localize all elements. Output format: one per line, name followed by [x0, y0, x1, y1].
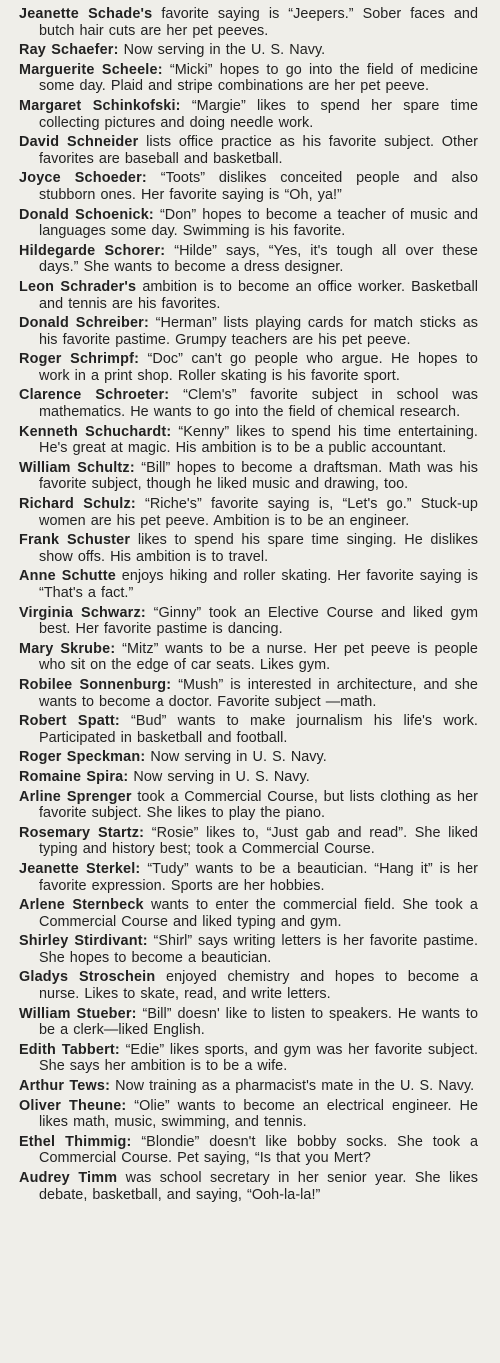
student-name: Joyce Schoeder: — [19, 170, 147, 187]
student-name: Anne Schutte — [19, 568, 116, 585]
student-description: took a Commercial Course, but lists clothing as her favorite subject. She likes to play the piano. — [39, 788, 478, 822]
student-name: Romaine Spira: — [19, 768, 129, 785]
student-name: William Schultz: — [19, 459, 135, 476]
senior-entry — [19, 789, 478, 822]
student-description: “Margie” likes to spend her spare time collecting pictures and doing needle work. — [39, 97, 478, 131]
student-description: likes to spend his spare time singing. He dislikes show offs. His ambition is to travel. — [39, 532, 478, 565]
student-name: Arthur Tews: — [19, 1078, 111, 1095]
student-name: William Stueber: — [19, 1005, 137, 1022]
student-name: Mary Skrube: — [19, 640, 116, 657]
student-name: Edith Tabbert: — [19, 1041, 120, 1058]
student-description: “Mitz” wants to be a nurse. Her pet peeve is people who sit on the edge of car seats. Likes gym. — [39, 640, 478, 674]
student-description: “Doc” can't go people who argue. He hopes to work in a print shop. Roller skating is his favorite sport. — [39, 351, 478, 384]
senior-entry — [19, 351, 478, 384]
student-name: Jeanette Schade's — [19, 6, 153, 22]
student-name: Richard Schulz: — [19, 496, 136, 513]
student-description: enjoys hiking and roller skating. Her favorite saying is “That's a fact.” — [39, 568, 478, 601]
student-description: “Blondie” doesn't like bobby socks. She took a Commercial Course. Pet saying, “Is that you Mert? — [39, 1133, 478, 1167]
student-description: “Micki” hopes to go into the field of medicine some day. Plaid and stripe combinations are her pet peeve. — [39, 61, 479, 95]
senior-entry — [19, 170, 478, 203]
student-name: Robilee Sonnenburg: — [19, 676, 172, 693]
student-name: Jeanette Sterkel: — [19, 860, 141, 877]
student-description: “Toots” dislikes conceited people and also stubborn ones. Her favorite saying is “Oh, ya!” — [39, 170, 478, 203]
student-name: Hildegarde Schorer: — [19, 242, 166, 259]
student-name: Roger Schrimpf: — [19, 351, 140, 368]
student-description: “Kenny” likes to spend his time entertaining. He's great at magic. His ambition is to be a public accountant. — [39, 423, 478, 457]
senior-entry — [19, 825, 478, 858]
student-name: Robert Spatt: — [19, 713, 120, 730]
student-name: Rosemary Startz: — [19, 824, 145, 841]
senior-entry — [19, 1006, 478, 1039]
student-name: Audrey Timm — [19, 1170, 118, 1186]
student-description: “Shirl” says writing letters is her favorite pastime. She hopes to become a beautician. — [39, 933, 478, 966]
student-name: Frank Schuster — [19, 532, 131, 549]
senior-entry — [19, 387, 478, 420]
senior-entry — [19, 713, 478, 746]
student-name: Shirley Stirdivant: — [19, 933, 148, 950]
student-description: Now serving in U. S. Navy. — [145, 749, 327, 766]
student-name: Donald Schreiber: — [19, 315, 149, 332]
senior-entry — [19, 134, 478, 167]
senior-entry — [19, 42, 478, 59]
student-name: David Schneider — [19, 134, 139, 151]
senior-entry — [19, 1170, 478, 1203]
student-name: Arline Sprenger — [19, 788, 132, 805]
senior-entry — [19, 605, 478, 638]
student-name: Ray Schaefer: — [19, 42, 119, 59]
student-description: “Ginny” took an Elective Course and liked gym best. Her favorite pastime is dancing. — [39, 604, 479, 638]
senior-entry — [19, 769, 478, 786]
student-description: “Bud” wants to make journalism his life's work. Participated in basketball and football. — [39, 713, 478, 746]
senior-entry — [19, 207, 478, 240]
senior-entry — [19, 243, 478, 276]
student-description: “Bill” hopes to become a draftsman. Math was his favorite subject, though he liked music and drawing, too. — [39, 459, 478, 493]
student-description: “Don” hopes to become a teacher of music and languages some day. Swimming is his favorite. — [39, 206, 478, 240]
senior-entry — [19, 1078, 478, 1095]
student-description: “Edie” likes sports, and gym was her favorite subject. She says her ambition is to be a wife. — [39, 1041, 478, 1075]
student-description: “Hilde” says, “Yes, it's tough all over these days.” She wants to become a dress designer. — [39, 242, 478, 276]
student-name: Ethel Thimmig: — [19, 1133, 132, 1150]
student-description: Now serving in the U. S. Navy. — [118, 42, 326, 59]
student-description: “Riche's” favorite saying is, “Let's go.” Stuck-up women are his pet peeve. Ambition is to be an engineer. — [39, 496, 478, 529]
student-name: Margaret Schinkofski: — [19, 97, 181, 114]
student-description: lists office practice as his favorite subject. Other favorites are baseball and basketball. — [39, 134, 479, 167]
student-name: Gladys Stroschein — [19, 969, 156, 986]
student-description: favorite saying is “Jeepers.” Sober faces and butch hair cuts are her pet peeves. — [39, 6, 479, 39]
student-description: Now training as a pharmacist's mate in the U. S. Navy. — [110, 1078, 475, 1095]
student-name: Roger Speckman: — [19, 749, 146, 766]
senior-entry — [19, 532, 478, 565]
senior-entry — [19, 933, 478, 966]
senior-entry — [19, 641, 478, 674]
senior-entry — [19, 568, 478, 601]
senior-entry — [19, 62, 478, 95]
student-name: Kenneth Schuchardt: — [19, 423, 172, 440]
student-description: ambition is to become an office worker. Basketball and tennis are his favorites. — [39, 278, 478, 312]
senior-entry — [19, 1098, 478, 1131]
senior-entry — [19, 897, 478, 930]
student-name: Donald Schoenick: — [19, 206, 154, 223]
senior-entry — [19, 749, 478, 766]
senior-entry — [19, 1042, 478, 1075]
student-name: Leon Schrader's — [19, 278, 137, 295]
student-name: Clarence Schroeter: — [19, 387, 170, 404]
senior-entry — [19, 460, 478, 493]
senior-entry — [19, 98, 478, 131]
student-description: “Clem's” favorite subject in school was mathematics. He wants to go into the field of chemical research. — [39, 387, 478, 421]
student-description: “Olie” wants to become an electrical engineer. He likes math, music, swimming, and tennis. — [39, 1097, 478, 1131]
student-description: enjoyed chemistry and hopes to become a nurse. Likes to skate, read, and write letters. — [39, 969, 478, 1003]
senior-entry — [19, 1134, 478, 1167]
student-description: Now serving in U. S. Navy. — [128, 768, 310, 785]
student-name: Marguerite Scheele: — [19, 61, 163, 78]
student-description: wants to enter the commercial field. She took a Commercial Course and liked typing and gym. — [39, 897, 478, 930]
student-description: “Bill” doesn' like to listen to speakers. He wants to be a clerk—liked English. — [39, 1005, 478, 1039]
student-description: “Herman” lists playing cards for match sticks as his favorite pastime. Grumpy teachers are his pet peeve. — [39, 315, 479, 348]
senior-entry — [19, 969, 478, 1002]
student-name: Arlene Sternbeck — [19, 897, 144, 914]
senior-entry — [19, 861, 478, 894]
student-description: “Mush” is interested in architecture, and she wants to become a doctor. Favorite subject —math. — [39, 676, 478, 710]
student-description: “Tudy” wants to be a beautician. “Hang it” is her favorite expression. Sports are her hobbies. — [39, 860, 478, 894]
senior-entry — [19, 279, 478, 312]
student-name: Virginia Schwarz: — [19, 604, 146, 621]
senior-entry — [19, 424, 478, 457]
student-description: “Rosie” likes to, “Just gab and read”. She liked typing and history best; took a Commercial Course. — [39, 824, 478, 858]
student-name: Oliver Theune: — [19, 1097, 127, 1114]
student-description: was school secretary in her senior year. She likes debate, basketball, and saying, “Ooh-la-la!” — [39, 1170, 479, 1203]
senior-entry — [19, 315, 478, 348]
senior-entry — [19, 496, 478, 529]
senior-entry — [19, 677, 478, 710]
senior-entries-list — [19, 6, 478, 1203]
senior-entry — [19, 6, 478, 39]
